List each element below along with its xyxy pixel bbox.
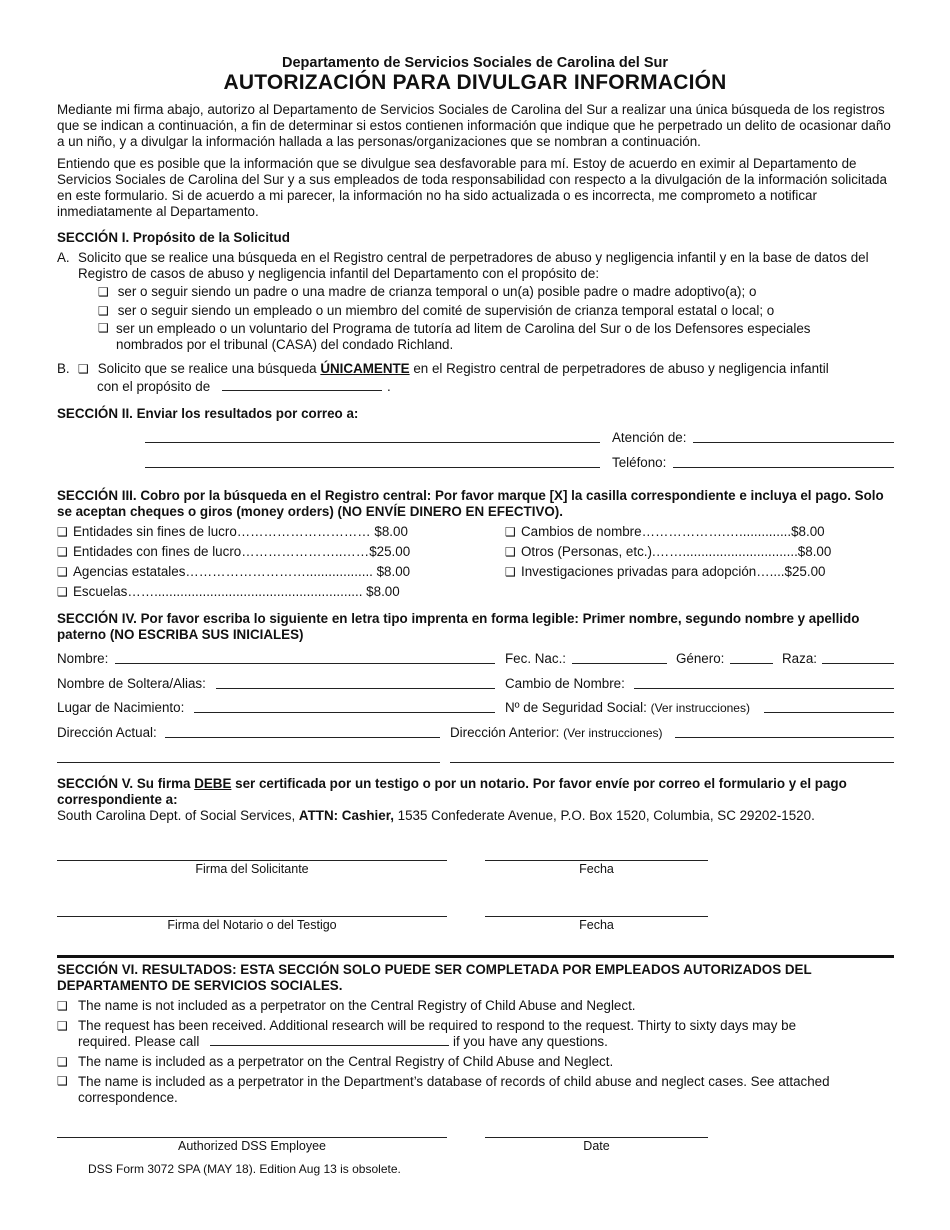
fee-name-changes[interactable] [505, 524, 825, 539]
purpose-option-label: ser o seguir siendo un empleado o un miembro del comité de supervisión de crianza temporal estatal o local; o [117, 303, 775, 318]
purpose-option-2[interactable] [98, 303, 774, 318]
fee-label: Investigaciones privadas para adopción…....$25.00 [521, 564, 826, 579]
dss-employee-signature-line[interactable] [57, 1137, 447, 1138]
section-3-title: SECCIÓN III. Cobro por la búsqueda en el Registro central: Por favor marque [X] la casilla correspondiente e incluya el pago. Solo se aceptan cheques o giros (money orders) (NO ENVÍE DINERO EN EFECTIVO). [57, 488, 884, 519]
checkbox-icon[interactable]: ❑ [98, 304, 109, 318]
checkbox-icon[interactable]: ❑ [505, 565, 516, 579]
section-5-title-emphasis: DEBE [194, 776, 232, 791]
name-change-label: Cambio de Nombre: [505, 676, 625, 691]
previous-address-input-line-2[interactable] [450, 762, 894, 763]
fee-schools[interactable] [57, 584, 400, 599]
checkbox-icon[interactable]: ❑ [57, 1074, 68, 1088]
result-label: The name is included as a perpetrator in the Department’s database of records of child abuse and neglect cases. See attached correspondence. [78, 1074, 830, 1105]
applicant-date-line[interactable] [485, 860, 708, 861]
intro-paragraph-1: Mediante mi firma abajo, autorizo al Departamento de Servicios Sociales de Carolina del Sur a realizar una única búsqueda de los registros que se indican a continuación, a fin de determinar si estos contienen información que indique que he perpetrado un delito de ocasionar daño a un niño, y a divulgar la información hallada a las personas/organizaciones que se nombran a continuación. [57, 102, 891, 149]
fee-label: Agencias estatales……………………….................. $8.00 [73, 564, 411, 579]
section-1-b-option[interactable] [78, 361, 829, 376]
section-5-title [57, 776, 897, 808]
form-identifier: DSS Form 3072 SPA (MAY 18). Edition Aug 13 is obsolete. [88, 1162, 401, 1176]
phone-input-line[interactable] [673, 467, 894, 468]
applicant-date-label: Fecha [579, 862, 614, 876]
fee-nonprofit[interactable] [57, 524, 408, 539]
result-option-4[interactable] [57, 1074, 898, 1106]
previous-address-input-line[interactable] [675, 737, 894, 738]
checkbox-icon[interactable]: ❑ [57, 545, 68, 559]
notary-signature-label: Firma del Notario o del Testigo [167, 918, 337, 932]
attention-input-line[interactable] [693, 442, 894, 443]
previous-address-label-group [450, 725, 663, 740]
section-1-b-emphasis: ÚNICAMENTE [320, 361, 410, 376]
form-title: AUTORIZACIÓN PARA DIVULGAR INFORMACIÓN [223, 71, 727, 94]
period: . [387, 379, 391, 394]
maiden-name-input-line[interactable] [216, 688, 495, 689]
checkbox-icon[interactable]: ❑ [98, 321, 109, 335]
dob-input-line[interactable] [572, 663, 667, 664]
section-6-title: SECCIÓN VI. RESULTADOS: ESTA SECCIÓN SOLO PUEDE SER COMPLETADA POR EMPLEADOS AUTORIZADOS DEL DEPARTAMENTO DE SERVICIOS SOCIALES. [57, 962, 812, 993]
previous-address-label: Dirección Anterior: [450, 725, 560, 740]
fee-label: Entidades sin fines de lucro………………………… $8.00 [73, 524, 408, 539]
name-label: Nombre: [57, 651, 109, 666]
result-call-suffix: if you have any questions. [453, 1034, 608, 1049]
applicant-signature-label: Firma del Solicitante [195, 862, 309, 876]
result-label: The request has been received. Additional research will be required to respond to the request. Thirty to sixty days may be [78, 1018, 797, 1033]
call-number-input-line[interactable] [210, 1045, 449, 1046]
gender-input-line[interactable] [730, 663, 773, 664]
checkbox-icon[interactable]: ❑ [505, 545, 516, 559]
fee-others[interactable] [505, 544, 831, 559]
agency-name: Departamento de Servicios Sociales de Carolina del Sur [282, 55, 668, 71]
checkbox-icon[interactable]: ❑ [57, 999, 68, 1013]
fee-label: Otros (Personas, etc.).……...............................$8.00 [521, 544, 832, 559]
ssn-label-group [505, 700, 750, 715]
gender-label: Género: [676, 651, 725, 666]
purpose-option-1[interactable] [98, 284, 756, 299]
dob-label: Fec. Nac.: [505, 651, 567, 666]
section-5-title-part-2: ser certificada por un testigo o por un notario. Por favor envíe por correo el formulario y el pago correspondiente a: [57, 776, 847, 807]
checkbox-icon[interactable]: ❑ [57, 1019, 68, 1033]
intro-paragraph-2: Entiendo que es posible que la información que se divulgue sea desfavorable para mí. Estoy de acuerdo en eximir al Departamento de Servicios Sociales de Carolina del Sur y a sus empleados de toda responsabilidad con respecto a la divulgación de la información solicitada en este formulario. Si de acuerdo a mi parecer, la información no ha sido actualizada o es incorrecta, me comprometo a notificar inmediatamente al Departamento. [57, 156, 887, 219]
current-address-label: Dirección Actual: [57, 725, 157, 740]
fee-label: Cambios de nombre……………….…..............$8.00 [521, 524, 825, 539]
attention-label: Atención de: [612, 430, 687, 445]
checkbox-icon[interactable]: ❑ [505, 525, 516, 539]
fee-private-adoption[interactable] [505, 564, 825, 579]
purpose-option-label: ser un empleado o un voluntario del Programa de tutoría ad litem de Carolina del Sur o de los Defensores especiales nombrados por el tribunal (CASA) del condado Richland. [116, 321, 811, 352]
name-change-input-line[interactable] [634, 688, 894, 689]
result-option-3[interactable] [57, 1054, 613, 1069]
current-address-input-line[interactable] [165, 737, 440, 738]
result-option-2[interactable] [57, 1018, 796, 1033]
fee-label: Escuelas……........................................................ $8.00 [73, 584, 400, 599]
section-1-b-purpose-label: con el propósito de [97, 379, 211, 394]
fee-label: Entidades con fines de lucro…………………..……$25.00 [73, 544, 411, 559]
mail-to-line-1[interactable] [145, 442, 600, 443]
mail-to-line-2[interactable] [145, 467, 600, 468]
ssn-input-line[interactable] [764, 712, 894, 713]
section-5-title-part-1: SECCIÓN V. Su firma [57, 776, 191, 791]
purpose-option-3[interactable] [98, 321, 876, 353]
notary-date-label: Fecha [579, 918, 614, 932]
fee-for-profit[interactable] [57, 544, 410, 559]
result-call-label: required. Please call [78, 1034, 200, 1049]
applicant-signature-line[interactable] [57, 860, 447, 861]
race-input-line[interactable] [822, 663, 894, 664]
notary-date-line[interactable] [485, 916, 708, 917]
section-4-title: SECCIÓN IV. Por favor escriba lo siguiente en letra tipo imprenta en forma legible: Primer nombre, segundo nombre y apellido paterno (NO ESCRIBA SUS INICIALES) [57, 611, 860, 642]
result-option-1[interactable] [57, 998, 636, 1013]
section-1-b-label: B. [57, 361, 70, 376]
mailing-address-part-1: South Carolina Dept. of Social Services, [57, 808, 296, 823]
section-1-a-label: A. [57, 250, 70, 265]
birthplace-input-line[interactable] [194, 712, 495, 713]
checkbox-icon[interactable]: ❑ [98, 285, 109, 299]
section-1-b-text-2: en el Registro central de perpetradores de abuso y negligencia infantil [413, 361, 829, 376]
dss-date-label: Date [583, 1139, 610, 1153]
mailing-address-attn: ATTN: Cashier, [298, 808, 394, 823]
birthplace-label: Lugar de Nacimiento: [57, 700, 185, 715]
dss-employee-label: Authorized DSS Employee [178, 1139, 326, 1153]
name-input-line[interactable] [115, 663, 495, 664]
purpose-option-label: ser o seguir siendo un padre o una madre de crianza temporal o un(a) posible padre o madre adoptivo(a); o [117, 284, 757, 299]
checkbox-icon[interactable]: ❑ [57, 585, 68, 599]
ssn-instructions: (Ver instrucciones) [650, 701, 750, 715]
section-1-b-text: Solicito que se realice una búsqueda [97, 361, 317, 376]
result-label: The name is not included as a perpetrator on the Central Registry of Child Abuse and Neglect. [78, 998, 636, 1013]
fee-state-agencies[interactable] [57, 564, 410, 579]
result-option-2-line-2 [78, 1034, 199, 1049]
notary-signature-line[interactable] [57, 916, 447, 917]
mailing-address-part-2: 1535 Confederate Avenue, P.O. Box 1520, Columbia, SC 29202-1520. [397, 808, 815, 823]
section-divider [57, 955, 894, 958]
checkbox-icon[interactable]: ❑ [57, 525, 68, 539]
previous-address-instructions: (Ver instrucciones) [563, 726, 663, 740]
checkbox-icon[interactable]: ❑ [57, 1055, 68, 1069]
dss-date-line[interactable] [485, 1137, 708, 1138]
phone-label: Teléfono: [612, 455, 667, 470]
mailing-address [57, 808, 815, 823]
race-label: Raza: [782, 651, 817, 666]
ssn-label: Nº de Seguridad Social: [505, 700, 647, 715]
result-label: The name is included as a perpetrator on the Central Registry of Child Abuse and Neglect. [78, 1054, 614, 1069]
purpose-input-line[interactable] [222, 390, 382, 391]
checkbox-icon[interactable]: ❑ [78, 362, 89, 376]
current-address-input-line-2[interactable] [57, 762, 440, 763]
section-2-title: SECCIÓN II. Enviar los resultados por correo a: [57, 406, 359, 421]
section-1-a-text: Solicito que se realice una búsqueda en el Registro central de perpetradores de abuso y negligencia infantil y en la base de datos del Registro de casos de abuso y negligencia infantil del Departamento con el propósito de: [78, 250, 869, 281]
checkbox-icon[interactable]: ❑ [57, 565, 68, 579]
section-1-title: SECCIÓN I. Propósito de la Solicitud [57, 230, 290, 245]
maiden-name-label: Nombre de Soltera/Alias: [57, 676, 206, 691]
